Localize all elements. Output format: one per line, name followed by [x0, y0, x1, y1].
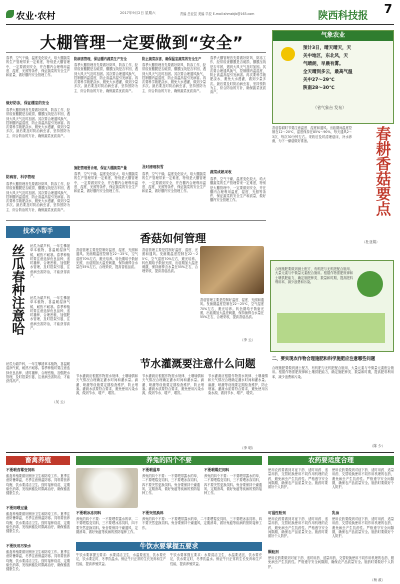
farm-illustration — [270, 260, 394, 352]
livestock-subhead-2: 不要饲喂过量 — [6, 506, 28, 510]
livestock-subhead-1: 不要喂食霉变饲料 — [6, 468, 35, 472]
irrigation-body-1: 节水灌溉应根据作物需水规律、土壤墒情和天气情况合理确定灌水时间和灌水量。滴灌、喷灌等设施要定期检查维护，防止堵塞。灌溉水质要符合要求，避免使用污染水源，做到节水、增产、增效。 — [76, 374, 138, 396]
mushroom-photo — [200, 246, 264, 294]
sun-cloud-icon — [281, 47, 295, 61]
silk-vertical-title: 丝瓜春种注意哈 — [9, 244, 24, 335]
masthead: 陕西科技报 — [318, 11, 368, 22]
lead-mid-subhead-1: 防病害管理，保证棚内蔬菜生产安全 — [74, 57, 127, 61]
irrigation-body-2: 节水灌溉应根据作物需水规律、土壤墒情和天气情况合理确定灌水时间和灌水量。滴灌、喷灌等设施要定期检查维护，防止堵塞。灌溉水质要符合要求，避免使用污染水源，做到节水、增产、增效。 — [142, 374, 204, 396]
pesticide-subhead-1: 可湿性粉剂 — [268, 511, 286, 515]
lower-rule — [6, 452, 394, 453]
silk-author: （吴 云） — [52, 400, 68, 404]
mushroom-author: （李 云） — [240, 338, 256, 342]
mushroom-body-3: 香菇管理主要是控制好温度、湿度、光照和通风。发菌期温度控制在22～25℃，空气湿度70%左右，避光培养。转色期给予散射光照，出菇期加大温差刺激，保持菌棒含水量在55%左右，合理采收，提高香菇品质。 — [200, 298, 264, 320]
header-section-tag — [6, 6, 66, 24]
pesticide-title: 农药要适度合理 — [268, 456, 394, 465]
lead-headline: 大棚管理一定要做到“安全” — [40, 33, 244, 52]
silk-banner: 技术小帮手 — [6, 226, 70, 238]
rabbit-subhead-1: 不要喂湿草 — [142, 468, 160, 472]
rabbit-body-2: 养兔的四个不要：一不要喂带露水的草，二不要喂霉变饲料，三不要喂冰冻饲料，四不要突然更换饲料。兔舍要保持干燥通风，定期消毒，做好兔瘟等疾病的预防接种工作。 — [204, 474, 262, 496]
lead-body-5: 春季大棚管理首先要做好防风、防冻工作，经常检查棚膜是否破损，棚膜压线是否牢固，遇到大风天气及时加固。其次要合理通风换气，控制棚内温湿度，防止高温高湿引发病害。再次要科学施肥浇水，避免大水漫灌，做到少量多次。最后要及时防治病虫害，坚持预防为主、综合防治的方针，确保蔬菜优质高产。 — [142, 63, 206, 93]
tree-icon — [357, 271, 383, 297]
weather-title: 气象农业 — [273, 31, 393, 41]
lead-subhead-4: 蔬菜成熟采收 — [210, 170, 232, 174]
rabbit-subhead-2: 不要喂霉烂饲料 — [204, 468, 230, 472]
mushroom-body-1: 香菇管理主要是控制好温度、湿度、光照和通风。发菌期温度控制在22～25℃，空气湿度70%左右，避光培养。转色期给予散射光照，出菇期加大温差刺激，保持菌棒含水量在55%左右，合理采收，提高香菇品质。 — [76, 248, 138, 270]
rabbit-subhead-3: 不要喂冰冻饲料 — [76, 511, 102, 515]
spring-body: 香菇春耕时节要注意温度、湿度和通风。出菇期间温度控制在12～20℃，湿度保持在85%～90%，每天通风2～3次，每次30分钟左右。采收后及时清理菇床，补水养菌，为下一潮菇做好准备。 — [272, 126, 352, 143]
livestock-subhead-3: 不要饮用污染水 — [6, 544, 32, 548]
lead-body-2: 春季大棚管理首先要做好防风、防冻工作，经常检查棚膜是否破损，棚膜压线是否牢固，遇到大风天气及时加固。其次要合理通风换气，控制棚内温湿度，防止高温高湿引发病害。再次要科学施肥浇水，避免大水漫灌，做到少量多次。最后要及时防治病虫害，坚持预防为主、综合防治的方针，确保蔬菜优质高产。 — [6, 182, 70, 212]
weather-line-3: 气晴朗，早晨有雾。 — [303, 62, 344, 67]
lead-subhead-2: 防病害，科学管理 — [6, 175, 35, 179]
weather-line-2: 关中地区，东北风，天 — [303, 54, 348, 59]
pesticide-body-1: 使用农药要做到对症下药、适时用药、适量用药，交替轮换使用不同作用机理的农药，避免病虫产生抗药性。严格遵守安全间隔期，确保农产品质量安全。施药时要做好个人防护。 — [268, 468, 328, 490]
weather-line-6: 陕南28～30℃ — [303, 86, 335, 91]
weather-box — [272, 30, 394, 124]
mushroom-body-2: 香菇管理主要是控制好温度、湿度、光照和通风。发菌期温度控制在22～25℃，空气湿度70%左右，避光培养。转色期给予散射光照，出菇期加大温差刺激，保持菌棒含水量在55%左右，合理采收，提高香菇品质。 — [142, 248, 198, 274]
weather-note: （省气象台 发布） — [313, 105, 347, 110]
livestock-body-2: 畜禽养殖要做好圈舍卫生和防疫工作。夏季注意防暑降温，冬季注意保温防寒。饲料要营养均衡，饮水要清洁卫生。按时接种疫苗，定期驱虫消毒，发现病畜及时隔离治疗，确保畜禽健康生长。 — [6, 512, 70, 534]
lead-body-8: 春季，空气干燥，温度变化较大，给大棚蔬菜的生产管理带来一定难度，特别是大棚管理中，一定要做到安全，并在棚内合理利用温度、湿度、光照等条件，保证蔬菜的安全生产和质量，做好棚内安全管理工作。 — [210, 177, 266, 203]
rabbit-body-1: 养兔的四个不要：一不要喂带露水的草，二不要喂霉变饲料，三不要喂冰冻饲料，四不要突然更换饲料。兔舍要保持干燥通风，定期消毒，做好兔瘟等疾病的预防接种工作。 — [142, 474, 200, 496]
spring-author: （杜亚娟） — [362, 240, 380, 244]
silk-body-1: 丝瓜为葫芦科，一年生攀援草本植物，喜温暖湿润气候，耐热不耐寒。春季种植时要注意选择优良品种，适时播种，合理密植，加强肥水管理，及时搭架引蔓，注意病虫害防治，才能获得高产。 — [30, 244, 70, 279]
livestock-body-3: 畜禽养殖要做好圈舍卫生和防疫工作。夏季注意防暑降温，冬季注意保温防寒。饲料要营养均衡，饮水要清洁卫生。按时接种疫苗，定期驱虫消毒，发现病畜及时隔离治疗，确保畜禽健康生长。 — [6, 550, 70, 572]
pesticide-body-2: 使用农药要做到对症下药、适时用药、适量用药，交替轮换使用不同作用机理的农药，避免病虫产生抗药性。严格遵守安全间隔期，确保农产品质量安全。施药时要做好个人防护。 — [332, 468, 394, 490]
livestock-bar: 畜禽养殖 — [6, 456, 70, 465]
fertilizer-body: 合理施肥要做到测土配方，有机肥与无机肥配合施用，大量元素与中微量元素配合施用。根据作物需肥规律和土壤供肥能力，确定施肥种类、数量和时期，提高肥料利用率，减少浪费和污染。 — [272, 366, 394, 379]
lead-rule — [6, 52, 266, 53]
pesticide-body-4: 使用农药要做到对症下药、适时用药、适量用药，交替轮换使用不同作用机理的农药，避免病虫产生抗药性。严格遵守安全间隔期，确保农产品质量安全。施药时要做好个人防护。 — [332, 517, 394, 539]
livestock-body-1: 畜禽养殖要做好圈舍卫生和防疫工作。夏季注意防暑降温，冬季注意保温防寒。饲料要营养均衡，饮水要清洁卫生。按时接种疫苗，定期驱虫消毒，发现病畜及时隔离治疗，确保畜禽健康生长。 — [6, 474, 70, 496]
rabbit-title: 养兔的四个不要 — [76, 456, 262, 465]
leaf-logo-icon — [6, 10, 14, 18]
weather-line-5: 关中27～29℃ — [303, 78, 335, 83]
pesticide-subhead-3: 颗粒剂 — [268, 550, 279, 554]
pesticide-subhead-2: 乳油 — [332, 511, 340, 515]
rabbit-body-4: 养兔的四个不要：一不要喂带露水的草，二不要喂霉变饲料，三不要喂冰冻饲料，四不要突然更换饲料。兔舍要保持干燥通风，定期消毒，做好兔瘟等疾病的预防接种工作。 — [142, 517, 262, 530]
lead-body-1: 春季大棚管理首先要做好防风、防冻工作，经常检查棚膜是否破损，棚膜压线是否牢固，遇到大风天气及时加固。其次要合理通风换气，控制棚内温湿度，防止高温高湿引发病害。再次要科学施肥浇水，避免大水漫灌，做到少量多次。最后要及时防治病虫害，坚持预防为主、综合防治的方针，确保蔬菜优质高产。 — [6, 108, 70, 138]
silk-body-3: 丝瓜为葫芦科，一年生攀援草本植物，喜温暖湿润气候，耐热不耐寒。春季种植时要注意选择优良品种，适时播种，合理密植，加强肥水管理，及时搭架引蔓，注意病虫害防治，才能获得高产。 — [6, 362, 70, 384]
upper-rule — [6, 220, 266, 221]
pesticide-author: （杨 政） — [370, 578, 386, 582]
lead-intro: 春季，空气干燥，温度变化较大，给大棚蔬菜的生产管理带来一定难度，特别是大棚管理中，一定要做到安全，并在棚内合理利用温度、湿度、光照等条件，保证蔬菜的安全生产和质量，做好棚内安全管理工作。 — [6, 56, 70, 78]
fertilizer-side-body: 合理施肥要做到测土配方，有机肥与无机肥配合施用，大量元素与中微量元素配合施用。根据作物需肥规律和土壤供肥能力，确定施肥种类、数量和时期，提高肥料利用率，减少浪费和污染。 — [275, 267, 353, 284]
lead-mid-subhead-3: 防止蔬菜冻害，确保温室蔬菜的安全生产 — [142, 57, 202, 61]
section-title: 农业·农村 — [16, 12, 56, 22]
rabbit-subhead-4: 不要突然换料 — [142, 511, 164, 515]
lead-subhead-1: 做好防冻，保证棚室的安全 — [6, 101, 50, 105]
page-number: 7 — [384, 2, 393, 16]
header-rule — [6, 24, 394, 25]
lead-body-4: 春季，空气干燥，温度变化较大，给大棚蔬菜的生产管理带来一定难度，特别是大棚管理中，一定要做到安全，并在棚内合理利用温度、湿度、光照等条件，保证蔬菜的安全生产和质量，做好棚内安全管理工作。 — [74, 172, 138, 194]
lead-body-7: 春季大棚管理首先要做好防风、防冻工作，经常检查棚膜是否破损，棚膜压线是否牢固，遇到大风天气及时加固。其次要合理通风换气，控制棚内温湿度，防止高温高湿引发病害。再次要科学施肥浇水，避免大水漫灌，做到少量多次。最后要及时防治病虫害，坚持预防为主、综合防治的方针，确保蔬菜优质高产。 — [210, 56, 266, 95]
irrigation-title: 节水灌溉要注意什么问题 — [140, 358, 256, 370]
weather-line-4: 全天晴到多云，最高气温 — [303, 70, 353, 75]
rabbit-photo — [76, 468, 138, 508]
cattle-body-2: 牛饮水要掌握五要求：水要清洁卫生，水温要适宜，饮水要充足，饮水要定时，冬季饮温水。保证牛只正常的生长发育和生产性能，提高养殖效益。 — [170, 553, 262, 566]
field-shape — [277, 313, 385, 343]
rabbit-body-3: 养兔的四个不要：一不要喂带露水的草，二不要喂霉变饲料，三不要喂冰冻饲料，四不要突然更换饲料。兔舍要保持干燥通风，定期消毒，做好兔瘟等疾病的预防接种工作。 — [76, 517, 138, 534]
irrigation-author: （李 明） — [240, 446, 256, 450]
cattle-body-1: 牛饮水要掌握五要求：水要清洁卫生，水温要适宜，饮水要充足，饮水要定时，冬季饮温水。保证牛只正常的生长发育和生产性能，提高养殖效益。 — [76, 553, 166, 566]
lead-mid-subhead-2: 施肥管理要合理，保证大棚蔬菜产量 — [74, 166, 127, 170]
lead-body-3: 春季大棚管理首先要做好防风、防冻工作，经常检查棚膜是否破损，棚膜压线是否牢固，遇到大风天气及时加固。其次要合理通风换气，控制棚内温湿度，防止高温高湿引发病害。再次要科学施肥浇水，避免大水漫灌，做到少量多次。最后要及时防治病虫害，坚持预防为主、综合防治的方针，确保蔬菜优质高产。 — [74, 63, 138, 93]
silk-body-2: 丝瓜为葫芦科，一年生攀援草本植物，喜温暖湿润气候，耐热不耐寒。春季种植时要注意选择优良品种，适时播种，合理密植，加强肥水管理，及时搭架引蔓，注意病虫害防治，才能获得高产。 — [30, 296, 70, 331]
pesticide-body-5: 使用农药要做到对症下药、适时用药、适量用药，交替轮换使用不同作用机理的农药，避免病虫产生抗药性。严格遵守安全间隔期，确保农产品质量安全。施药时要做好个人防护。 — [268, 556, 394, 569]
cattle-title: 牛饮水要掌握五要求 — [76, 542, 262, 551]
weather-line-1: 预计3日，晴天晴天，天 — [303, 46, 352, 51]
header-date: 2017年9月2日 星期六 — [120, 11, 156, 15]
lead-subhead-3: 及时清理积雪 — [142, 165, 164, 169]
fertilizer-author: （陈 少） — [370, 444, 386, 448]
irrigation-body-3: 节水灌溉应根据作物需水规律、土壤墒情和天气情况合理确定灌水时间和灌水量。滴灌、喷灌等设施要定期检查维护，防止堵塞。灌溉水质要符合要求，避免使用污染水源，做到节水、增产、增效。 — [208, 374, 268, 396]
mushroom-title: 香菇如何管理 — [140, 232, 206, 245]
pesticide-body-3: 使用农药要做到对症下药、适时用药、适量用药，交替轮换使用不同作用机理的农药，避免病虫产生抗药性。严格遵守安全间隔期，确保农产品质量安全。施药时要做好个人防护。 — [268, 517, 328, 539]
header-editors: 责编 岳亚昆 美编 毕辰 E-mail:shmxkjb@163.com — [180, 12, 255, 16]
spring-vertical-title: 春耕香菇要点 — [374, 126, 392, 216]
fertilizer-title: 二、要实现农作物合理施肥和科学施肥应注意哪些问题 — [272, 357, 376, 362]
lead-body-6: 春季，空气干燥，温度变化较大，给大棚蔬菜的生产管理带来一定难度，特别是大棚管理中，一定要做到安全，并在棚内合理利用温度、湿度、光照等条件，保证蔬菜的安全生产和质量，做好棚内安全管理工作。 — [142, 172, 206, 194]
